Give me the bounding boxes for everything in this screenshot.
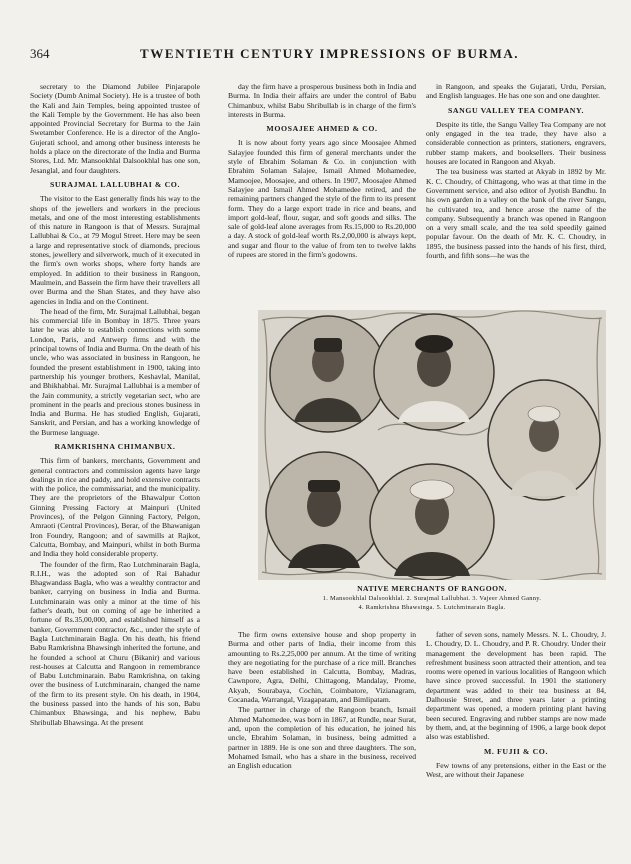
page-number: 364 xyxy=(30,46,50,61)
paragraph: Despite its title, the Sangu Valley Tea Company are not only engaged in the tea trade, they have also a considerable connection as printers, stationers, engravers, rubber stamp makers, and booksellers. Their business houses are located in Rangoon and Akyab. xyxy=(426,119,606,167)
portrait-3 xyxy=(488,380,600,500)
middle-column-top xyxy=(228,82,416,260)
paragraph: The founder of the firm, Rao Lutchminarain Bagla, R.I.H., was the adopted son of Rai Bahadur Bhagwandass Bagla, who was a wealthy contractor and banker, carrying on business in India and Burma. Lutchminarain was only a minor at the time of his father's death, but on coming of age he inherited a fortune of Rs.35,00,000, and established himself as a banker, Government contractor, &c., under the style of Bagla Lutchminarain Bagla. On his death, his friend Babu Ramkrishna Bhawsingh inherited the fortune, and he founded a school at Churu (Bikanir) and various rest-houses at Calcutta and Rangoon in remembrance of Babu Lutchminarain. Babu Ramkrishna, on taking over the business of Lutchminarain, changed the name of the firm to its present style. On his death, in 1904, the business passed into the hands of his son, Babu Chimanbux Bhawsinga, and his nephew, Babu Shribullab Bhawsinga. At the present xyxy=(30,559,200,727)
heading-surajmal: SURAJMAL LALLUBHAI & CO. xyxy=(49,179,181,189)
portrait-photograph xyxy=(258,310,606,580)
paragraph: The head of the firm, Mr. Surajmal Lallubhai, began his commercial life in Bombay in 1875. Three years later he was able to establish connections with some London, Paris, and Antwerp firms and with the principal towns of India and Burma. On the death of his uncle, who was associated in business in Rangoon, he founded the present establishment in 1900, taking into partnership his younger brothers, Keshavlal, Manilal, and Bhikhabhai. Mr. Surajmal Lallubhai is a member of the Jain community, a strictly vegetarian sect, who are prominent in the pearls and precious stones business in India and Burma. He has studied English, Gujarati, Sanskrit, and Persian, and has a working knowledge of the Burmese language. xyxy=(30,306,200,437)
heading-ramkrishna: RAMKRISHNA CHIMANBUX. xyxy=(54,441,176,451)
paragraph: It is now about forty years ago since Moosajee Ahmed Salayjee founded this firm of general merchants under the style of Ebrahim Solaman & Co. in conjunction with Ebrahim Solaman Salajee, Ismail Ahmed Mohamedee, Mamoojee, Moosajee, and others. In 1907, Moosajee Ahmed Salayjee and Ismail Ahmed Mohamedee retired, and the remaining partners changed the style of the firm to its present form. They do a large export trade in rice and beans, and import gold-leaf, flour, sugar, and soft goods and silks. The sale of gold-leaf alone averages from Rs.15,000 to Rs.20,000 a day. A stock of gold-leaf worth Rs.2,00,000 is always kept, and sugar and flour to the value of from ten to twelve lakhs of rupees are stored in the firm's godowns. xyxy=(228,138,416,260)
photo-caption xyxy=(258,584,606,611)
caption-names-line-2: 4. Ramkrishna Bhawsinga. 5. Lutchminarain Bagla. xyxy=(358,604,506,611)
paragraph: Few towns of any pretensions, either in the East or the West, are without their Japanese xyxy=(426,760,606,780)
portrait-collage xyxy=(258,310,606,580)
heading-moosajee: MOOSAJEE AHMED & CO. xyxy=(266,124,378,134)
portrait-4 xyxy=(266,452,382,572)
right-column-bottom xyxy=(426,630,606,780)
paragraph: day the firm have a prosperous business both in India and Burma. In India their affairs are under the control of Babu Chimanbux, whilst Babu Shribullab is in charge of the firm's interests in Burma. xyxy=(228,82,416,119)
intro-paragraph: secretary to the Diamond Jubilee Pinjarapole Society (Dumb Animal Society). He is a trustee of both the Kali and Jain Temples, being appointed trustee of the Kali Temple by the Government. He has also been appointed Provincial Secretary for Burma to the Jain Swetamber Conference. He is a director of the Anglo-Gujerati school, and among other business interests he holds a place on the directorate of the India and Burma Stores, Ltd. Mr. Mansookhlal Dalsookhlal has one son, Jesanglal, and four daughters. xyxy=(30,82,200,175)
portrait-1 xyxy=(270,316,386,432)
paragraph: father of seven sons, namely Messrs. N. L. Choudry, J. L. Choudry, D. L. Choudry, and P. R. Choudry. Under their management the development has been rapid. The refreshment business soon attracted their attention, and tea rooms were opened in various localities of Rangoon which have since proved successful. In 1901 the stationery department was added to their tea business at 84, Dalhousie Street, and three years later a printing department was opened, a modern printing plant having been secured. Engraving and rubber stamps are now made by them, and, at the beginning of 1906, a large book depot also was established. xyxy=(426,630,606,742)
running-title: TWENTIETH CENTURY IMPRESSIONS OF BURMA. xyxy=(140,46,520,61)
portrait-5 xyxy=(370,464,494,580)
paragraph: The visitor to the East generally finds his way to the shops of the jewellers and workers in the precious metals, and one of the most interesting establishments of this nature in Rangoon is that of Messrs. Surajmal Lallubhai & Co., at 79 Mogul Street. Here may be seen a large and representative stock of diamonds, precious stones, jewellery and silverwork, much of it executed in the firm's own works shops, where forty hands are employed. In addition to their business in Rangoon, Maulmein, and Bassein the firm have their travellers all over Burma and the Shan States, and they have also agencies in India and on the Continent. xyxy=(30,194,200,306)
caption-names-line-1: 1. Mansookhlal Dalsookhlal. 2. Surajmal Lallubhai. 3. Vajeer Ahmed Ganny. xyxy=(322,595,542,602)
portrait-2 xyxy=(374,314,494,430)
heading-sangu-valley: SANGU VALLEY TEA COMPANY. xyxy=(447,105,585,115)
paragraph: The firm owns extensive house and shop property in Burma and other parts of India, their income from this amounting to Rs.2,25,000 per annum. At the time of writing they are negotiating for the purchase of a rice mill. Branches have been established in Calcutta, Bombay, Madras, Cawnpore, Agra, Delhi, Chittagong, Mandalay, Prome, Akyab, Sourabaya, Cochin, Coimbatore, Vizianagram, Cocanada, Warrangal, Vizagapatam, and Bimlipatam. xyxy=(228,630,416,705)
page-header xyxy=(30,46,612,66)
right-column-top xyxy=(426,82,606,261)
heading-fujii: M. FUJII & CO. xyxy=(483,746,549,756)
paragraph: This firm of bankers, merchants, Government and general contractors and commission agents have large dealings in rice and paddy, and hold extensive contracts with the police, the commissariat, and the municipality. They are the proprietors of the Bhawalpur Cotton Ginning Pressing Factory at Mainpuri (United Provinces), of the Pelgon Ginning Factory, Pelgon, Amraoti (Central Provinces), Berar, of the Bhawanigan Iron Foundry, Rangoon; and of sawmills at Rajkot, Calcutta, Bombay, and Mainpuri, whilst in both Burma and India they hold considerable property. xyxy=(30,456,200,559)
middle-column-bottom xyxy=(228,630,416,771)
caption-title: NATIVE MERCHANTS OF RANGOON. xyxy=(357,584,507,593)
paragraph: The partner in charge of the Rangoon branch, Ismail Ahmed Mahomedee, was born in 1867, at Rundle, near Surat, and, upon the completion of his education, he joined his uncle, Ebrahim Solaman, in business, being admitted a partner in 1889. He is one son and three daughters. The son, Mohamed Ismail, who has a share in the business, received an English education xyxy=(228,705,416,771)
left-column xyxy=(30,82,200,728)
paragraph: The tea business was started at Akyab in 1892 by Mr. K. C. Choudry, of Chittagong, who was at that time in the Government service, and also editor of Jyotish Bandhu. In his own garden in a valley on the bank of the river Sangu, he cultivated tea, and hence arose the name of the company. Subsequently a branch was opened in Rangoon on a very small scale, and the tea sold speedily gained popular favour. On the death of Mr. K. C. Choudry, in 1895, the business passed into the hands of his first, third, fourth, and fifth sons—he was the xyxy=(426,167,606,261)
paragraph: in Rangoon, and speaks the Gujarati, Urdu, Persian, and English languages. He has one son and one daughter. xyxy=(426,82,606,101)
